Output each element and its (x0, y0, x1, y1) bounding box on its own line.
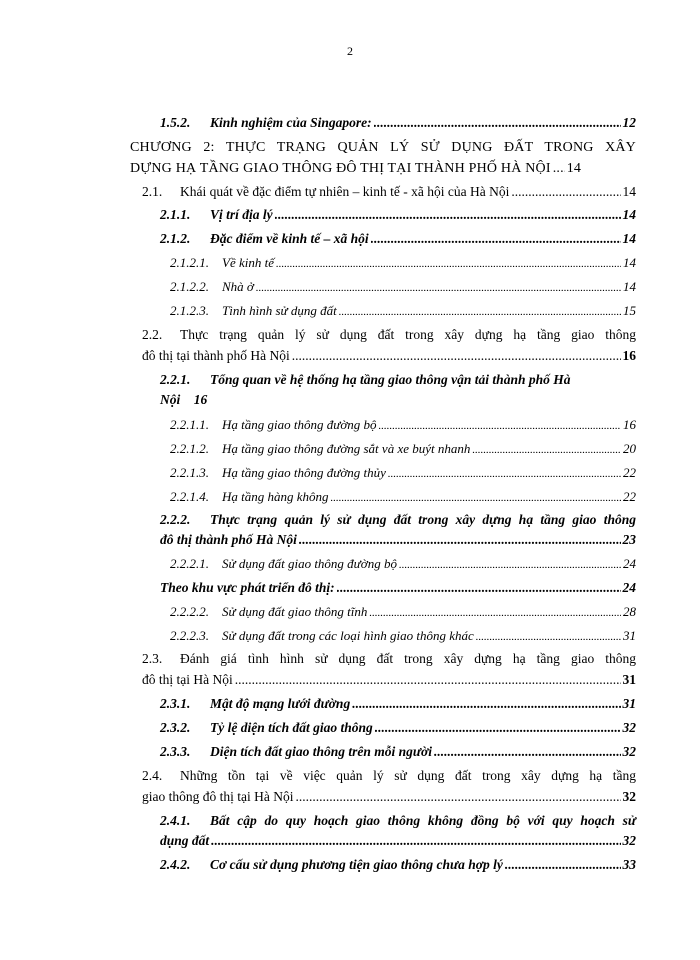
dot-leader (505, 857, 621, 873)
toc-entry-title: Thực trạng quản lý sử dụng đất trong xây dựng hạ tầng giao thông (180, 327, 636, 342)
toc-entry-number: 2.2.1.4. (170, 489, 209, 504)
toc-entry-number: 2.2. (142, 327, 163, 342)
toc-entry-title: Hạ tầng giao thông đường bộ (222, 417, 377, 432)
dot-leader (331, 492, 621, 504)
toc-entry-title: Tổng quan về hệ thống hạ tầng giao thông vận tải thành phố Hà (210, 372, 571, 387)
toc-entry-title: Khái quát về đặc điểm tự nhiên – kinh tế - xã hội của Hà Nội (180, 184, 510, 199)
page-number: 2 (347, 44, 353, 58)
toc-entry-title: Tình hình sử dụng đất (222, 303, 337, 318)
toc-entry-1-5-2[interactable] (160, 115, 636, 131)
toc-entry-title-cont: dụng đất (160, 833, 210, 848)
toc-entry-number: 2.3.2. (160, 720, 191, 735)
toc-entry-2-2-2-line1[interactable] (160, 512, 636, 528)
toc-entry-2-3-line1[interactable] (142, 651, 636, 667)
toc-entry-title: Hạ tầng giao thông đường thủy (222, 465, 386, 480)
toc-entry-page: 23 (622, 532, 636, 547)
toc-entry-title: Nhà ở (222, 279, 254, 294)
dot-leader (476, 631, 621, 643)
toc-entry-title-cont: đô thị thành phố Hà Nội (160, 532, 297, 547)
toc-entry-number: 2.1.2.3. (170, 303, 209, 318)
toc-entry-title: Sử dụng đất giao thông đường bộ (222, 556, 397, 571)
dot-leader (295, 789, 620, 805)
toc-entry-2-4[interactable] (142, 789, 636, 805)
toc-entry-page: 31 (623, 628, 636, 643)
toc-entry-2-2-line1[interactable] (142, 327, 636, 343)
toc-entry-page: 14 (622, 231, 636, 246)
dot-leader (434, 744, 621, 760)
toc-entry-title: Thực trạng quản lý sử dụng đất trong xây dựng hạ tầng giao thông (210, 512, 636, 527)
toc-entry-number: 2.2.2.1. (170, 556, 209, 571)
dot-leader (375, 720, 621, 736)
toc-entry-page: 22 (623, 465, 636, 480)
toc-entry-2-1-2-1[interactable] (170, 255, 636, 271)
toc-entry-page: 32 (622, 720, 636, 735)
dot-leader (371, 231, 621, 247)
toc-entry-page: 32 (622, 833, 636, 848)
toc-entry-page: 14 (566, 161, 582, 176)
toc-entry-page: 15 (623, 303, 636, 318)
toc-entry-page: 22 (623, 489, 636, 504)
toc-entry-page: 14 (622, 207, 636, 222)
toc-entry-2-1-1[interactable] (160, 207, 636, 223)
toc-entry-number: 2.1.2.1. (170, 255, 209, 270)
toc-entry-page: 14 (623, 279, 636, 294)
toc-entry-title: Hạ tầng hàng không (222, 489, 329, 504)
toc-entry-2-1-2[interactable] (160, 231, 636, 247)
toc-entry-2-4-1[interactable] (160, 833, 636, 849)
dot-leader (299, 532, 621, 548)
toc-entry-page: 31 (622, 672, 636, 687)
toc-entry-page: 20 (623, 441, 636, 456)
toc-entry-page: 28 (623, 604, 636, 619)
toc-entry-page: 14 (622, 184, 636, 199)
toc-entry-theo-khu-vuc[interactable] (160, 580, 636, 596)
toc-entry-title: Mật độ mạng lưới đường (210, 696, 351, 711)
toc-entry-2-3-3[interactable] (160, 744, 636, 760)
toc-entry-number: 2.2.1.3. (170, 465, 209, 480)
toc-entry-title: Tỷ lệ diện tích đất giao thông (210, 720, 373, 735)
toc-entry-page: 24 (622, 580, 636, 595)
toc-entry-title: DỰNG HẠ TẦNG GIAO THÔNG ĐÔ THỊ TẠI THÀNH PHỐ HÀ NỘI (130, 161, 551, 176)
toc-entry-page: 16 (622, 348, 636, 363)
dot-leader (553, 161, 565, 177)
toc-entry-page: 33 (622, 857, 636, 872)
toc-entry-page: 32 (622, 744, 636, 759)
toc-entry-number: 1.5.2. (160, 115, 191, 130)
toc-entry-title: Cơ cấu sử dụng phương tiện giao thông chưa hợp lý (210, 857, 503, 872)
toc-entry-number: 2.4. (142, 768, 163, 783)
toc-entry-2-3-1[interactable] (160, 696, 636, 712)
toc-entry-page: 14 (623, 255, 636, 270)
toc-entry-2-1-2-3[interactable] (170, 303, 636, 319)
dot-leader (337, 580, 621, 596)
toc-entry-2-1[interactable] (142, 184, 636, 200)
toc-entry-title: Hạ tầng giao thông đường sắt và xe buýt nhanh (222, 441, 471, 456)
toc-entry-2-2-2-2[interactable] (170, 604, 636, 620)
dot-leader (379, 420, 621, 432)
dot-leader (275, 207, 621, 223)
toc-entry-number: 2.2.1.2. (170, 441, 209, 456)
toc-entry-2-3[interactable] (142, 672, 636, 688)
toc-entry-2-2[interactable] (142, 348, 636, 364)
toc-entry-title-cont: giao thông đô thị tại Hà Nội (142, 789, 294, 804)
toc-entry-2-4-1-line1[interactable] (160, 813, 636, 829)
toc-entry-2-2-1-1[interactable] (170, 417, 636, 433)
toc-chapter-2[interactable] (130, 161, 636, 177)
toc-entry-number: 2.3.1. (160, 696, 191, 711)
toc-entry-title: Theo khu vực phát triển đô thị: (160, 580, 335, 595)
toc-entry-number: 2.2.2.3. (170, 628, 209, 643)
toc-entry-page: 31 (622, 696, 636, 711)
toc-entry-number: 2.4.1. (160, 813, 191, 828)
toc-entry-page: 32 (622, 789, 636, 804)
dot-leader (339, 306, 621, 318)
toc-entry-title: Sử dụng đất trong các loại hình giao thông khác (222, 628, 474, 643)
toc-entry-number: 2.3.3. (160, 744, 191, 759)
dot-leader (399, 559, 621, 571)
toc-entry-title: Sử dụng đất giao thông tĩnh (222, 604, 368, 619)
toc-entry-2-2-1-2[interactable] (170, 441, 636, 457)
toc-entry-title: Những tồn tại về việc quản lý sử dụng đất trong xây dựng hạ tầng (180, 768, 636, 783)
toc-entry-title-cont: đô thị tại Hà Nội (142, 672, 233, 687)
toc-entry-2-4-2[interactable] (160, 857, 636, 873)
toc-entry-number: 2.2.2. (160, 512, 191, 527)
toc-entry-2-2-2-1[interactable] (170, 556, 636, 572)
toc-entry-2-2-1-line1[interactable] (160, 372, 636, 388)
toc-entry-2-2-1[interactable] (160, 392, 207, 408)
toc-entry-number: 2.4.2. (160, 857, 191, 872)
dot-leader (388, 468, 621, 480)
dot-leader (211, 833, 620, 849)
dot-leader (472, 444, 621, 456)
toc-entry-2-2-2[interactable] (160, 532, 636, 548)
toc-entry-title: Bất cập do quy hoạch giao thông không đồng bộ với quy hoạch sử (210, 813, 636, 828)
toc-entry-title: Đánh giá tình hình sử dụng đất trong xây dựng hạ tầng giao thông (180, 651, 636, 666)
toc-entry-number: 2.1.1. (160, 207, 191, 222)
toc-entry-title: Kinh nghiệm của Singapore: (210, 115, 372, 130)
toc-entry-title-cont: Nội (160, 392, 181, 407)
toc-entry-number: 2.3. (142, 651, 163, 666)
dot-leader (276, 258, 621, 270)
toc-entry-2-2-1-3[interactable] (170, 465, 636, 481)
toc-entry-number: 2.2.1. (160, 372, 191, 387)
toc-chapter-2-line1[interactable]: CHƯƠNG 2: THỰC TRẠNG QUẢN LÝ SỬ DỤNG ĐẤT TRONG XÂY (130, 140, 636, 155)
toc-entry-page: 16 (193, 392, 208, 407)
dot-leader (374, 115, 621, 131)
toc-entry-number: 2.2.2.2. (170, 604, 209, 619)
dot-leader (256, 282, 621, 294)
toc-entry-2-3-2[interactable] (160, 720, 636, 736)
toc-entry-2-4-line1[interactable] (142, 768, 636, 784)
toc-entry-number: 2.1.2. (160, 231, 191, 246)
dot-leader (292, 348, 621, 364)
toc-entry-page: 12 (622, 115, 636, 130)
toc-entry-page: 16 (623, 417, 636, 432)
toc-entry-number: 2.2.1.1. (170, 417, 209, 432)
toc-entry-title: Diện tích đất giao thông trên mỗi người (210, 744, 432, 759)
toc-entry-title: Đặc điểm về kinh tế – xã hội (210, 231, 369, 246)
toc-entry-2-1-2-2[interactable] (170, 279, 636, 295)
dot-leader (235, 672, 621, 688)
toc-entry-title: Về kinh tế (222, 255, 274, 270)
toc-entry-title: Vị trí địa lý (210, 207, 273, 222)
dot-leader (369, 607, 621, 619)
toc-entry-2-2-2-3[interactable] (170, 628, 636, 644)
dot-leader (511, 184, 620, 200)
dot-leader (352, 696, 620, 712)
toc-entry-number: 2.1.2.2. (170, 279, 209, 294)
toc-entry-page: 24 (623, 556, 636, 571)
toc-entry-2-2-1-4[interactable] (170, 489, 636, 505)
toc-entry-title-cont: đô thị tại thành phố Hà Nội (142, 348, 290, 363)
toc-entry-number: 2.1. (142, 184, 163, 199)
